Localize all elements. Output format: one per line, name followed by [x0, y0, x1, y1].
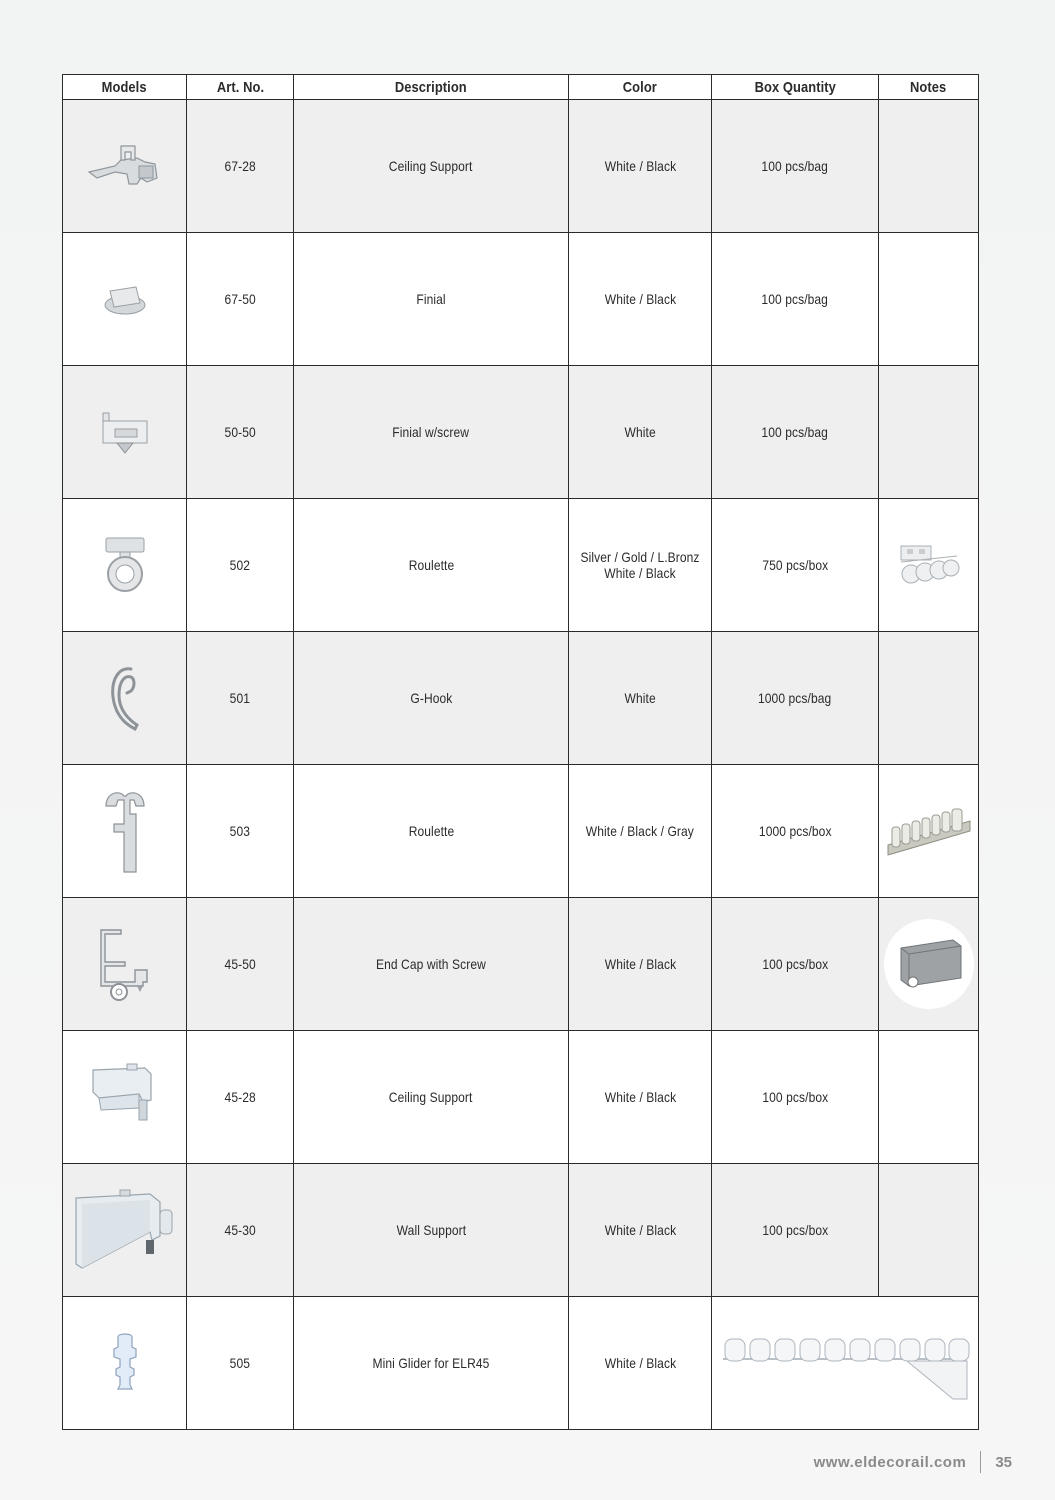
header-art-no: Art. No.: [187, 75, 294, 100]
box-quantity-cell: 100 pcs/bag: [712, 100, 879, 233]
color-cell: White: [569, 366, 712, 499]
model-cell: [63, 100, 187, 233]
description-cell: Roulette: [294, 499, 569, 632]
roulette-hook-icon: [63, 786, 186, 876]
model-cell: [63, 632, 187, 765]
notes-cell: [879, 765, 979, 898]
model-cell: [63, 366, 187, 499]
model-cell: [63, 1164, 187, 1297]
end-cap-icon: [63, 924, 186, 1004]
ceiling-support-icon: [63, 138, 186, 194]
model-cell: [63, 898, 187, 1031]
table-row: [63, 765, 979, 898]
description-cell: Ceiling Support: [294, 100, 569, 233]
table-row: [63, 499, 979, 632]
art-no-cell: 502: [187, 499, 294, 632]
box-quantity-cell: 100 pcs/bag: [712, 233, 879, 366]
table-header-row: [63, 75, 979, 100]
header-description: Description: [294, 75, 569, 100]
finial-screw-icon: [63, 407, 186, 457]
art-no-cell: 505: [187, 1297, 294, 1430]
art-no-cell: 50-50: [187, 366, 294, 499]
box-quantity-cell: 750 pcs/box: [712, 499, 879, 632]
table-row: [63, 366, 979, 499]
description-cell: Ceiling Support: [294, 1031, 569, 1164]
color-cell: White / Black: [569, 898, 712, 1031]
notes-cell: [879, 1031, 979, 1164]
ceiling-support-bracket-icon: [63, 1062, 186, 1132]
mini-glider-icon: [63, 1333, 186, 1393]
color-cell: White / Black: [569, 1297, 712, 1430]
notes-cell: [879, 366, 979, 499]
model-cell: [63, 765, 187, 898]
art-no-cell: 67-50: [187, 233, 294, 366]
art-no-cell: 45-50: [187, 898, 294, 1031]
model-cell: [63, 1297, 187, 1430]
notes-cell: [879, 632, 979, 765]
description-cell: Mini Glider for ELR45: [294, 1297, 569, 1430]
header-models: Models: [63, 75, 187, 100]
model-cell: [63, 1031, 187, 1164]
description-cell: Roulette: [294, 765, 569, 898]
footer-divider: [980, 1451, 981, 1473]
art-no-cell: 501: [187, 632, 294, 765]
color-cell: Silver / Gold / L.Bronz White / Black: [569, 499, 712, 632]
header-color: Color: [569, 75, 712, 100]
table-row: [63, 632, 979, 765]
description-cell: End Cap with Screw: [294, 898, 569, 1031]
color-cell: White / Black: [569, 1164, 712, 1297]
wall-support-icon: [63, 1188, 186, 1272]
color-cell: White / Black: [569, 1031, 712, 1164]
model-cell: [63, 499, 187, 632]
description-cell: G-Hook: [294, 632, 569, 765]
table-row: [63, 1164, 979, 1297]
end-cap-photo-icon: [879, 918, 978, 1010]
notes-cell: [879, 898, 979, 1031]
page-number: 35: [995, 1453, 1012, 1471]
g-hook-icon: [63, 663, 186, 733]
art-no-cell: 503: [187, 765, 294, 898]
header-notes: Notes: [879, 75, 979, 100]
notes-cell: [879, 499, 979, 632]
color-cell: White: [569, 632, 712, 765]
notes-cell: [879, 233, 979, 366]
header-box-quantity: Box Quantity: [712, 75, 879, 100]
description-cell: Finial: [294, 233, 569, 366]
box-quantity-cell: 1000 pcs/box: [712, 765, 879, 898]
table-row: [63, 1031, 979, 1164]
mini-glider-strip-icon: [712, 1325, 978, 1401]
color-cell: White / Black: [569, 233, 712, 366]
box-quantity-cell: 100 pcs/bag: [712, 366, 879, 499]
finial-icon: [63, 281, 186, 317]
table-row: [63, 1297, 979, 1430]
color-cell: White / Black / Gray: [569, 765, 712, 898]
description-cell: Wall Support: [294, 1164, 569, 1297]
notes-cell: [712, 1297, 979, 1430]
roulette-chain-icon: [879, 801, 978, 861]
box-quantity-cell: 100 pcs/box: [712, 1031, 879, 1164]
roulette-strip-icon: [879, 542, 978, 588]
box-quantity-cell: 1000 pcs/bag: [712, 632, 879, 765]
box-quantity-cell: 100 pcs/box: [712, 1164, 879, 1297]
table-row: [63, 233, 979, 366]
notes-cell: [879, 100, 979, 233]
description-cell: Finial w/screw: [294, 366, 569, 499]
website-link[interactable]: www.eldecorail.com: [813, 1453, 967, 1471]
product-table: [62, 74, 979, 1430]
box-quantity-cell: 100 pcs/box: [712, 898, 879, 1031]
art-no-cell: 45-30: [187, 1164, 294, 1297]
notes-cell: [879, 1164, 979, 1297]
roulette-icon: [63, 536, 186, 594]
color-cell: White / Black: [569, 100, 712, 233]
table-row: [63, 100, 979, 233]
art-no-cell: 45-28: [187, 1031, 294, 1164]
table-row: [63, 898, 979, 1031]
art-no-cell: 67-28: [187, 100, 294, 233]
page-footer: [814, 1448, 1012, 1476]
model-cell: [63, 233, 187, 366]
